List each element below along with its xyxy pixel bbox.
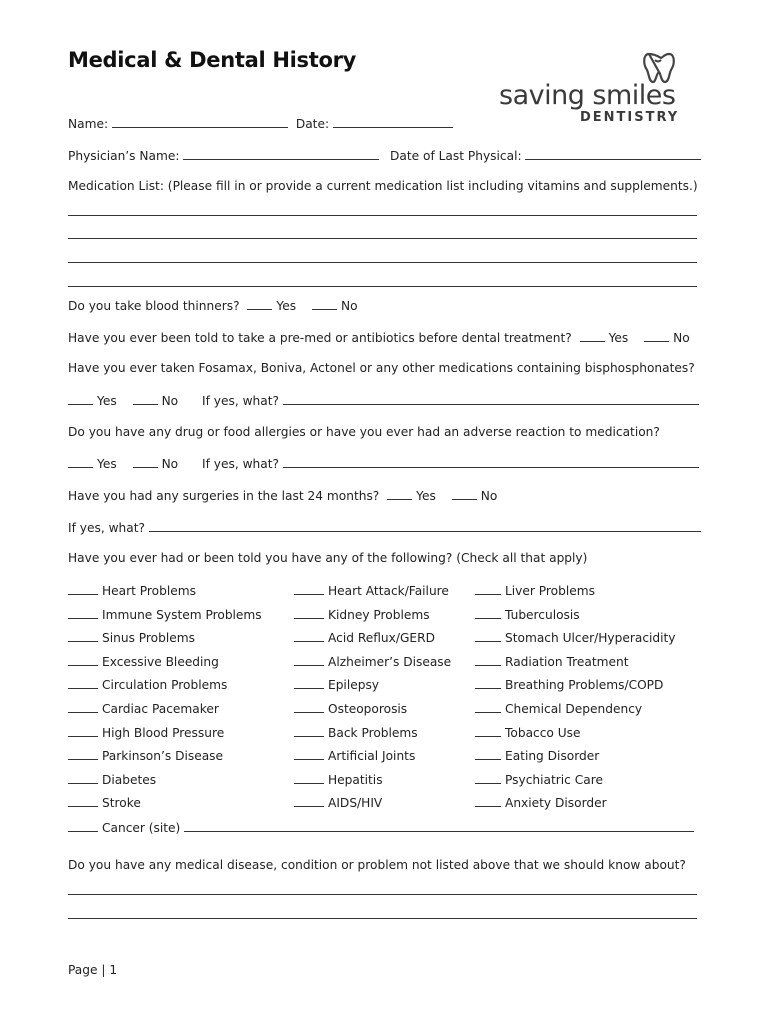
condition-item	[294, 748, 451, 772]
condition-item	[294, 630, 451, 654]
condition-item	[294, 677, 451, 701]
condition-check[interactable]	[475, 725, 501, 737]
condition-label: Stroke	[102, 796, 141, 811]
medication-line[interactable]	[68, 262, 697, 263]
yes-label: Yes	[608, 331, 629, 345]
allergies-what-field[interactable]	[283, 456, 699, 468]
bisphosphonates-answer-row	[68, 393, 699, 408]
bisphosphonates-yes-check[interactable]	[68, 393, 93, 405]
condition-item	[294, 725, 451, 749]
condition-check[interactable]	[294, 748, 324, 760]
allergies-answer-row	[68, 456, 699, 471]
condition-check[interactable]	[68, 583, 98, 595]
physician-row	[68, 148, 379, 163]
cancer-row	[68, 820, 694, 835]
condition-label: Tobacco Use	[505, 725, 581, 740]
condition-item	[68, 583, 262, 607]
allergies-question: Do you have any drug or food allergies or have you ever had an adverse reaction to medication?	[68, 425, 660, 439]
name-label: Name:	[68, 117, 109, 131]
condition-check[interactable]	[294, 607, 324, 619]
page-number: Page | 1	[68, 963, 118, 977]
condition-item	[68, 677, 262, 701]
condition-label: Kidney Problems	[328, 607, 430, 622]
condition-label: Alzheimer’s Disease	[328, 654, 452, 669]
condition-label: Liver Problems	[505, 584, 595, 598]
conditions-col-1	[68, 583, 262, 819]
premed-question: Have you ever been told to take a pre-med or antibiotics before dental treatment?	[68, 331, 572, 345]
condition-check[interactable]	[294, 630, 324, 642]
date-label: Date:	[295, 117, 330, 131]
condition-item	[475, 748, 676, 772]
if-yes-label: If yes, what?	[68, 521, 145, 535]
condition-label: Osteoporosis	[328, 701, 408, 716]
cancer-site-field[interactable]	[184, 820, 694, 832]
logo-main-text: saving smiles	[499, 80, 676, 111]
condition-item	[475, 772, 676, 796]
condition-item	[294, 701, 451, 725]
condition-label: Diabetes	[102, 772, 157, 787]
condition-item	[294, 607, 451, 631]
condition-label: Parkinson’s Disease	[102, 749, 224, 764]
yes-label: Yes	[97, 394, 117, 408]
condition-item	[475, 677, 676, 701]
conditions-intro: Have you ever had or been told you have any of the following? (Check all that apply)	[68, 551, 588, 565]
logo-sub-text: DENTISTRY	[580, 110, 680, 125]
surgeries-what-field[interactable]	[149, 520, 701, 532]
condition-label: Eating Disorder	[505, 749, 600, 764]
bisphosphonates-no-check[interactable]	[133, 393, 158, 405]
condition-label: Tuberculosis	[505, 607, 580, 622]
if-yes-label: If yes, what?	[202, 457, 279, 471]
condition-check[interactable]	[294, 677, 324, 689]
conditions-col-2	[294, 583, 451, 819]
condition-label: Sinus Problems	[102, 631, 195, 646]
condition-label: Artificial Joints	[328, 749, 416, 764]
premed-yes-check[interactable]	[580, 330, 605, 342]
condition-check[interactable]	[475, 748, 501, 760]
cancer-check[interactable]	[68, 820, 98, 832]
condition-check[interactable]	[294, 654, 324, 666]
condition-item	[475, 630, 676, 654]
condition-label: Breathing Problems/COPD	[505, 678, 664, 693]
blood-thinners-no-check[interactable]	[312, 298, 337, 310]
condition-item	[68, 725, 262, 749]
condition-label: Anxiety Disorder	[505, 796, 607, 811]
other-disease-line[interactable]	[68, 918, 697, 919]
condition-check[interactable]	[68, 748, 98, 760]
if-yes-label: If yes, what?	[202, 394, 279, 408]
no-label: No	[340, 299, 358, 313]
surgeries-question: Have you had any surgeries in the last 24 months?	[68, 489, 380, 503]
condition-item	[475, 654, 676, 678]
no-label: No	[673, 331, 690, 345]
condition-item	[475, 583, 676, 607]
page-title: Medical & Dental History	[68, 48, 357, 72]
premed-no-check[interactable]	[644, 330, 669, 342]
condition-item	[475, 725, 676, 749]
condition-item	[294, 654, 451, 678]
condition-label: Epilepsy	[328, 678, 380, 693]
cancer-label: Cancer (site)	[102, 821, 181, 835]
condition-check[interactable]	[68, 701, 98, 713]
condition-item	[68, 607, 262, 631]
date-field[interactable]	[333, 116, 453, 128]
condition-label: Chemical Dependency	[505, 701, 643, 716]
condition-check[interactable]	[294, 795, 324, 807]
last-physical-field[interactable]	[525, 148, 701, 160]
condition-check[interactable]	[294, 583, 324, 595]
condition-label: Radiation Treatment	[505, 654, 629, 669]
condition-label: Psychiatric Care	[505, 772, 603, 787]
condition-check[interactable]	[475, 654, 501, 666]
condition-label: Immune System Problems	[102, 607, 262, 622]
surgeries-what-row	[68, 520, 701, 535]
condition-item	[294, 795, 451, 819]
conditions-col-3	[475, 583, 676, 819]
condition-label: Circulation Problems	[102, 678, 228, 693]
condition-check[interactable]	[68, 630, 98, 642]
condition-label: Heart Attack/Failure	[328, 584, 449, 598]
condition-check[interactable]	[68, 654, 98, 666]
condition-item	[294, 583, 451, 607]
yes-label: Yes	[276, 299, 297, 313]
condition-check[interactable]	[475, 677, 501, 689]
blood-thinners-yes-check[interactable]	[247, 298, 272, 310]
physician-field[interactable]	[183, 148, 379, 160]
condition-check[interactable]	[475, 701, 501, 713]
condition-label: Hepatitis	[328, 772, 383, 787]
condition-check[interactable]	[475, 772, 501, 784]
condition-label: Back Problems	[328, 725, 418, 740]
medication-line[interactable]	[68, 286, 697, 287]
condition-check[interactable]	[475, 607, 501, 619]
condition-check[interactable]	[475, 630, 501, 642]
condition-check[interactable]	[294, 701, 324, 713]
condition-check[interactable]	[294, 772, 324, 784]
premed-row	[68, 330, 690, 345]
no-label: No	[161, 457, 179, 471]
condition-check[interactable]	[68, 607, 98, 619]
other-disease-line[interactable]	[68, 894, 697, 895]
condition-label: AIDS/HIV	[328, 796, 383, 811]
blood-thinners-row	[68, 298, 358, 313]
condition-item	[475, 701, 676, 725]
surgeries-no-check[interactable]	[452, 488, 477, 500]
condition-item	[68, 795, 262, 819]
name-row	[68, 116, 453, 131]
last-physical-row	[390, 148, 701, 163]
condition-check[interactable]	[68, 772, 98, 784]
surgeries-row	[68, 488, 497, 503]
bisphosphonates-question: Have you ever taken Fosamax, Boniva, Actonel or any other medications containing bisphosphonates?	[68, 361, 695, 375]
name-field[interactable]	[112, 116, 288, 128]
condition-check[interactable]	[68, 795, 98, 807]
allergies-yes-check[interactable]	[68, 456, 93, 468]
condition-item	[475, 795, 676, 819]
condition-item	[68, 772, 262, 796]
physician-label: Physician’s Name:	[68, 149, 180, 163]
condition-check[interactable]	[68, 725, 98, 737]
condition-item	[294, 772, 451, 796]
condition-check[interactable]	[68, 677, 98, 689]
condition-item	[68, 701, 262, 725]
condition-label: Acid Reflux/GERD	[328, 631, 435, 646]
yes-label: Yes	[416, 489, 436, 503]
condition-label: Cardiac Pacemaker	[102, 701, 219, 716]
medication-line[interactable]	[68, 215, 697, 216]
condition-label: Heart Problems	[102, 584, 196, 598]
condition-item	[68, 654, 262, 678]
condition-check[interactable]	[475, 795, 501, 807]
allergies-no-check[interactable]	[133, 456, 158, 468]
condition-item	[475, 607, 676, 631]
condition-item	[68, 748, 262, 772]
medication-line[interactable]	[68, 238, 697, 239]
surgeries-yes-check[interactable]	[387, 488, 412, 500]
condition-label: High Blood Pressure	[102, 725, 225, 740]
no-label: No	[480, 489, 498, 503]
no-label: No	[161, 394, 179, 408]
medication-list-label: Medication List: (Please fill in or provide a current medication list including vitamins and supplements.)	[68, 179, 698, 193]
condition-label: Excessive Bleeding	[102, 654, 219, 669]
other-disease-question: Do you have any medical disease, condition or problem not listed above that we should know about?	[68, 858, 686, 872]
condition-item	[68, 630, 262, 654]
last-physical-label: Date of Last Physical:	[390, 149, 522, 163]
blood-thinners-question: Do you take blood thinners?	[68, 299, 240, 313]
condition-check[interactable]	[475, 583, 501, 595]
condition-label: Stomach Ulcer/Hyperacidity	[505, 631, 676, 646]
bisphosphonates-what-field[interactable]	[283, 393, 699, 405]
condition-check[interactable]	[294, 725, 324, 737]
yes-label: Yes	[97, 457, 117, 471]
